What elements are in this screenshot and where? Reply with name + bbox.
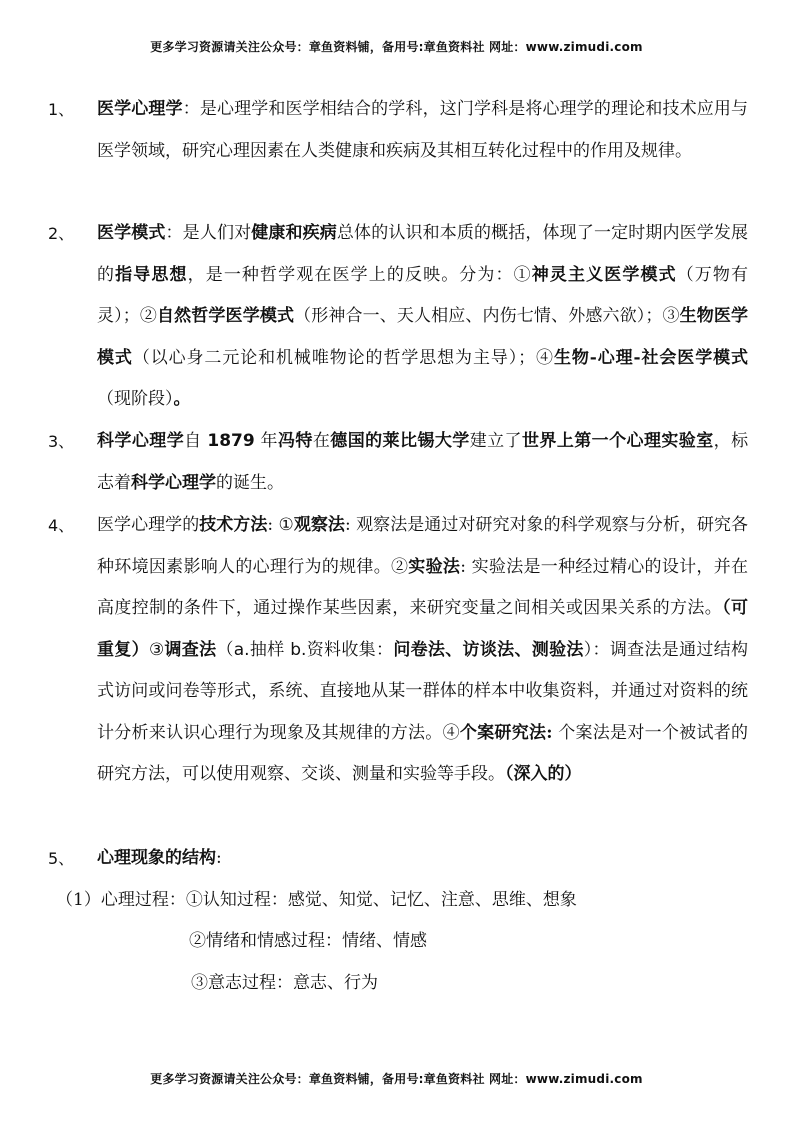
term: 生物-心理-社会医学模式 — [553, 347, 749, 368]
item-text — [97, 89, 748, 172]
term: 世界上第一个心理实验室 — [521, 431, 714, 451]
text: : — [216, 848, 222, 868]
text: : ① — [267, 515, 294, 535]
term: 个案研究法: — [459, 722, 553, 743]
term: 实验法 — [408, 556, 461, 577]
term: 问卷法、访谈法、测验法 — [393, 639, 584, 660]
item-number: 3、 — [48, 432, 75, 451]
year: 1879 — [207, 431, 255, 451]
term: 德国的莱比锡大学 — [330, 431, 470, 451]
text: : 观察法是通过对研究对象的科学观察与分析，研究各种环境因素影响人的心理行为的规律。② — [97, 515, 748, 577]
text: 自 — [184, 431, 208, 451]
text: 的诞生。 — [216, 472, 284, 493]
term: （深入的） — [505, 764, 582, 784]
text: : 实验法是一种经过精心的设计，并在高度控制的条件下，通过操作某些因素，来研究变量之间相关或因果关系的方法。 — [97, 556, 749, 618]
text: （形神合一、天人相应、内伤七情、外感六欲）；③ — [294, 306, 680, 326]
text: 年 — [254, 431, 278, 451]
text: a. — [233, 639, 250, 660]
term: 调查法 — [164, 639, 217, 660]
page-header: 更多学习资源请关注公众号：章鱼资料铺，备用号:章鱼资料社 网址：www.zimudi.com — [150, 40, 643, 54]
text: ，是一种哲学观在医学上的反映。分为：① — [187, 264, 532, 285]
term: 技术方法 — [199, 515, 268, 535]
text: （以心身二元论和机械唯物论的哲学思想为主导）；④ — [132, 347, 554, 368]
term: 自然哲学医学模式 — [157, 306, 295, 326]
item-number: 5、 — [48, 849, 75, 868]
page-footer: 更多学习资源请关注公众号：章鱼资料铺，备用号:章鱼资料社 网址：www.zimudi.com — [150, 1072, 643, 1086]
text: 建立了 — [469, 431, 522, 451]
term: 科学心理学 — [97, 431, 185, 451]
text: ：是心理学和医学相结合的学科，这门学科是将心理学的理论和技术应用与医学领域，研究心理因素在人类健康和疾病及其相互转化过程中的作用及规律。 — [97, 99, 749, 161]
term: 观察法 — [293, 515, 345, 535]
term: 健康和疾病 — [251, 223, 337, 243]
term: 神灵主义医学模式 — [531, 264, 677, 285]
term: 医学模式 — [97, 223, 166, 243]
text: 个案法是对一个被试者的研究方法，可以使用观察、交谈、测量和实验等手段。 — [97, 722, 749, 784]
item-text — [97, 838, 748, 880]
term: 心理现象的结构 — [97, 848, 216, 868]
item-text — [97, 505, 748, 796]
text: 资料收集： — [306, 639, 394, 660]
text: （现阶段） — [97, 389, 174, 409]
text: （ — [216, 639, 234, 660]
term: 指导思想 — [115, 264, 188, 285]
term: （可重复） — [97, 598, 749, 660]
text: ：是人们对 — [165, 223, 252, 243]
text: b. — [290, 639, 307, 660]
text: ③ — [148, 639, 165, 660]
text: 在 — [312, 431, 331, 451]
item-text — [97, 421, 748, 504]
item-text — [97, 213, 748, 421]
sub-label: （1）心理过程： — [56, 890, 186, 910]
text: ，标志着 — [97, 431, 749, 493]
term: 医学心理学 — [97, 99, 183, 119]
term: 科学心理学 — [131, 472, 216, 493]
term: 冯特 — [277, 431, 313, 451]
text: ）：调查法是通过结构式访问或问卷等形式，系统、直接地从某一群体的样本中收集资料，并通过对资料的统计分析来认识心理行为现象及其规律的方法。④ — [97, 639, 749, 743]
sub-item-will: ③意志过程：意志、行为 — [191, 973, 378, 993]
text: 医学心理学的 — [97, 515, 200, 535]
text: 。 — [173, 389, 191, 409]
item-number: 1、 — [48, 100, 75, 119]
text: 抽样 — [249, 639, 291, 660]
sub-item-emotion: ②情绪和情感过程：情绪、情感 — [189, 931, 427, 951]
term: 生物医学模式 — [97, 306, 749, 368]
item-number: 2、 — [48, 224, 75, 243]
text: 总体的认识和本质的概括，体现了一定时期内医学发展的 — [97, 223, 749, 285]
sub-text: ①认知过程：感觉、知觉、记忆、注意、思维、想象 — [185, 890, 577, 910]
sub-item-cognitive — [56, 880, 577, 922]
item-number: 4、 — [48, 516, 75, 535]
text: （万物有灵）；② — [97, 264, 749, 326]
